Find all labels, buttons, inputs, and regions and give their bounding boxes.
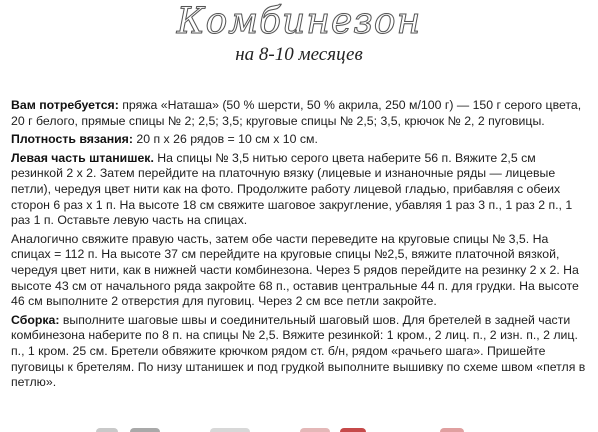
- right-leg-text: Аналогично свяжите правую часть, затем обе части переведите на круговые спицы № 3,5. На спицах = 112 п. На высоте 37 см перейдите на круговые спицы №2,5, вяжите платочной вязкой, чередуя цвет нити, как в нижней части комбинезона. Через 5 рядов перейдите на резинку 2 x 2. На высоте 43 см от начального ряда закройте 68 п., оставив центральные 44 п. для грудки. На высоте 46 см выполните 2 отверстия для пуговиц. Через 2 см все петли закройте.: [11, 231, 579, 309]
- materials-text: пряжа «Наташа» (50 % шерсти, 50 % акрила, 250 м/100 г) — 150 г серого цвета, 20 г белого, прямые спицы № 2; 2,5; 3,5; круговые спицы № 2,5; 3,5, крючок № 2, 2 пуговицы.: [11, 98, 582, 128]
- bottom-photo-edge: [0, 426, 598, 432]
- right-leg-paragraph: [11, 232, 591, 310]
- left-leg-label: Левая часть штанишек.: [11, 150, 154, 165]
- instructions-body: [11, 98, 591, 394]
- photo-fragment: [96, 428, 118, 432]
- assembly-label: Сборка:: [11, 312, 60, 327]
- page-title: Комбинезон: [176, 1, 422, 42]
- photo-fragment: [130, 428, 160, 432]
- left-leg-text: На спицы № 3,5 нитью серого цвета наберите 56 п. Вяжите 2,5 см резинкой 2 x 2. Затем перейдите на платочную вязку (лицевые и изнаночные ряды — лицевые петли), чередуя цвет нити как на фото. Продолжите работу лицевой гладью, прибавляя с обеих сторон 6 раз x 1 п. На высоте 18 см свяжите шаговое закругление, убавляя 1 раз 3 п., 1 раз 2 п., 1 раз 1 п. Оставьте левую часть на спицах.: [11, 150, 573, 228]
- gauge-label: Плотность вязания:: [11, 132, 133, 147]
- photo-fragment: [440, 428, 464, 432]
- left-leg-paragraph: [11, 151, 591, 229]
- photo-fragment: [210, 428, 250, 432]
- photo-fragment: [340, 428, 366, 432]
- gauge-paragraph: [11, 132, 591, 148]
- materials-paragraph: [11, 98, 591, 129]
- page-subtitle: на 8-10 месяцев: [235, 44, 363, 65]
- assembly-text: выполните шаговые швы и соединительный шаговый шов. Для бретелей в задней части комбинезона наберите по 8 п. на спицы № 2,5. Вяжите резинкой: 1 кром., 2 лиц. п., 2 изн. п., 2 лиц. п., 1 кром. 25 см. Бретели обвяжите крючком рядом ст. б/н, рядом «рачьего шага». Пришейте пуговицы к бретелям. По низу штанишек и под грудкой выполните вышивку по схеме швом «петля в петлю».: [11, 312, 586, 390]
- assembly-paragraph: [11, 313, 591, 391]
- materials-label: Вам потребуется:: [11, 98, 119, 112]
- gauge-text: 20 п x 26 рядов = 10 см x 10 см.: [132, 132, 318, 147]
- photo-fragment: [300, 428, 330, 432]
